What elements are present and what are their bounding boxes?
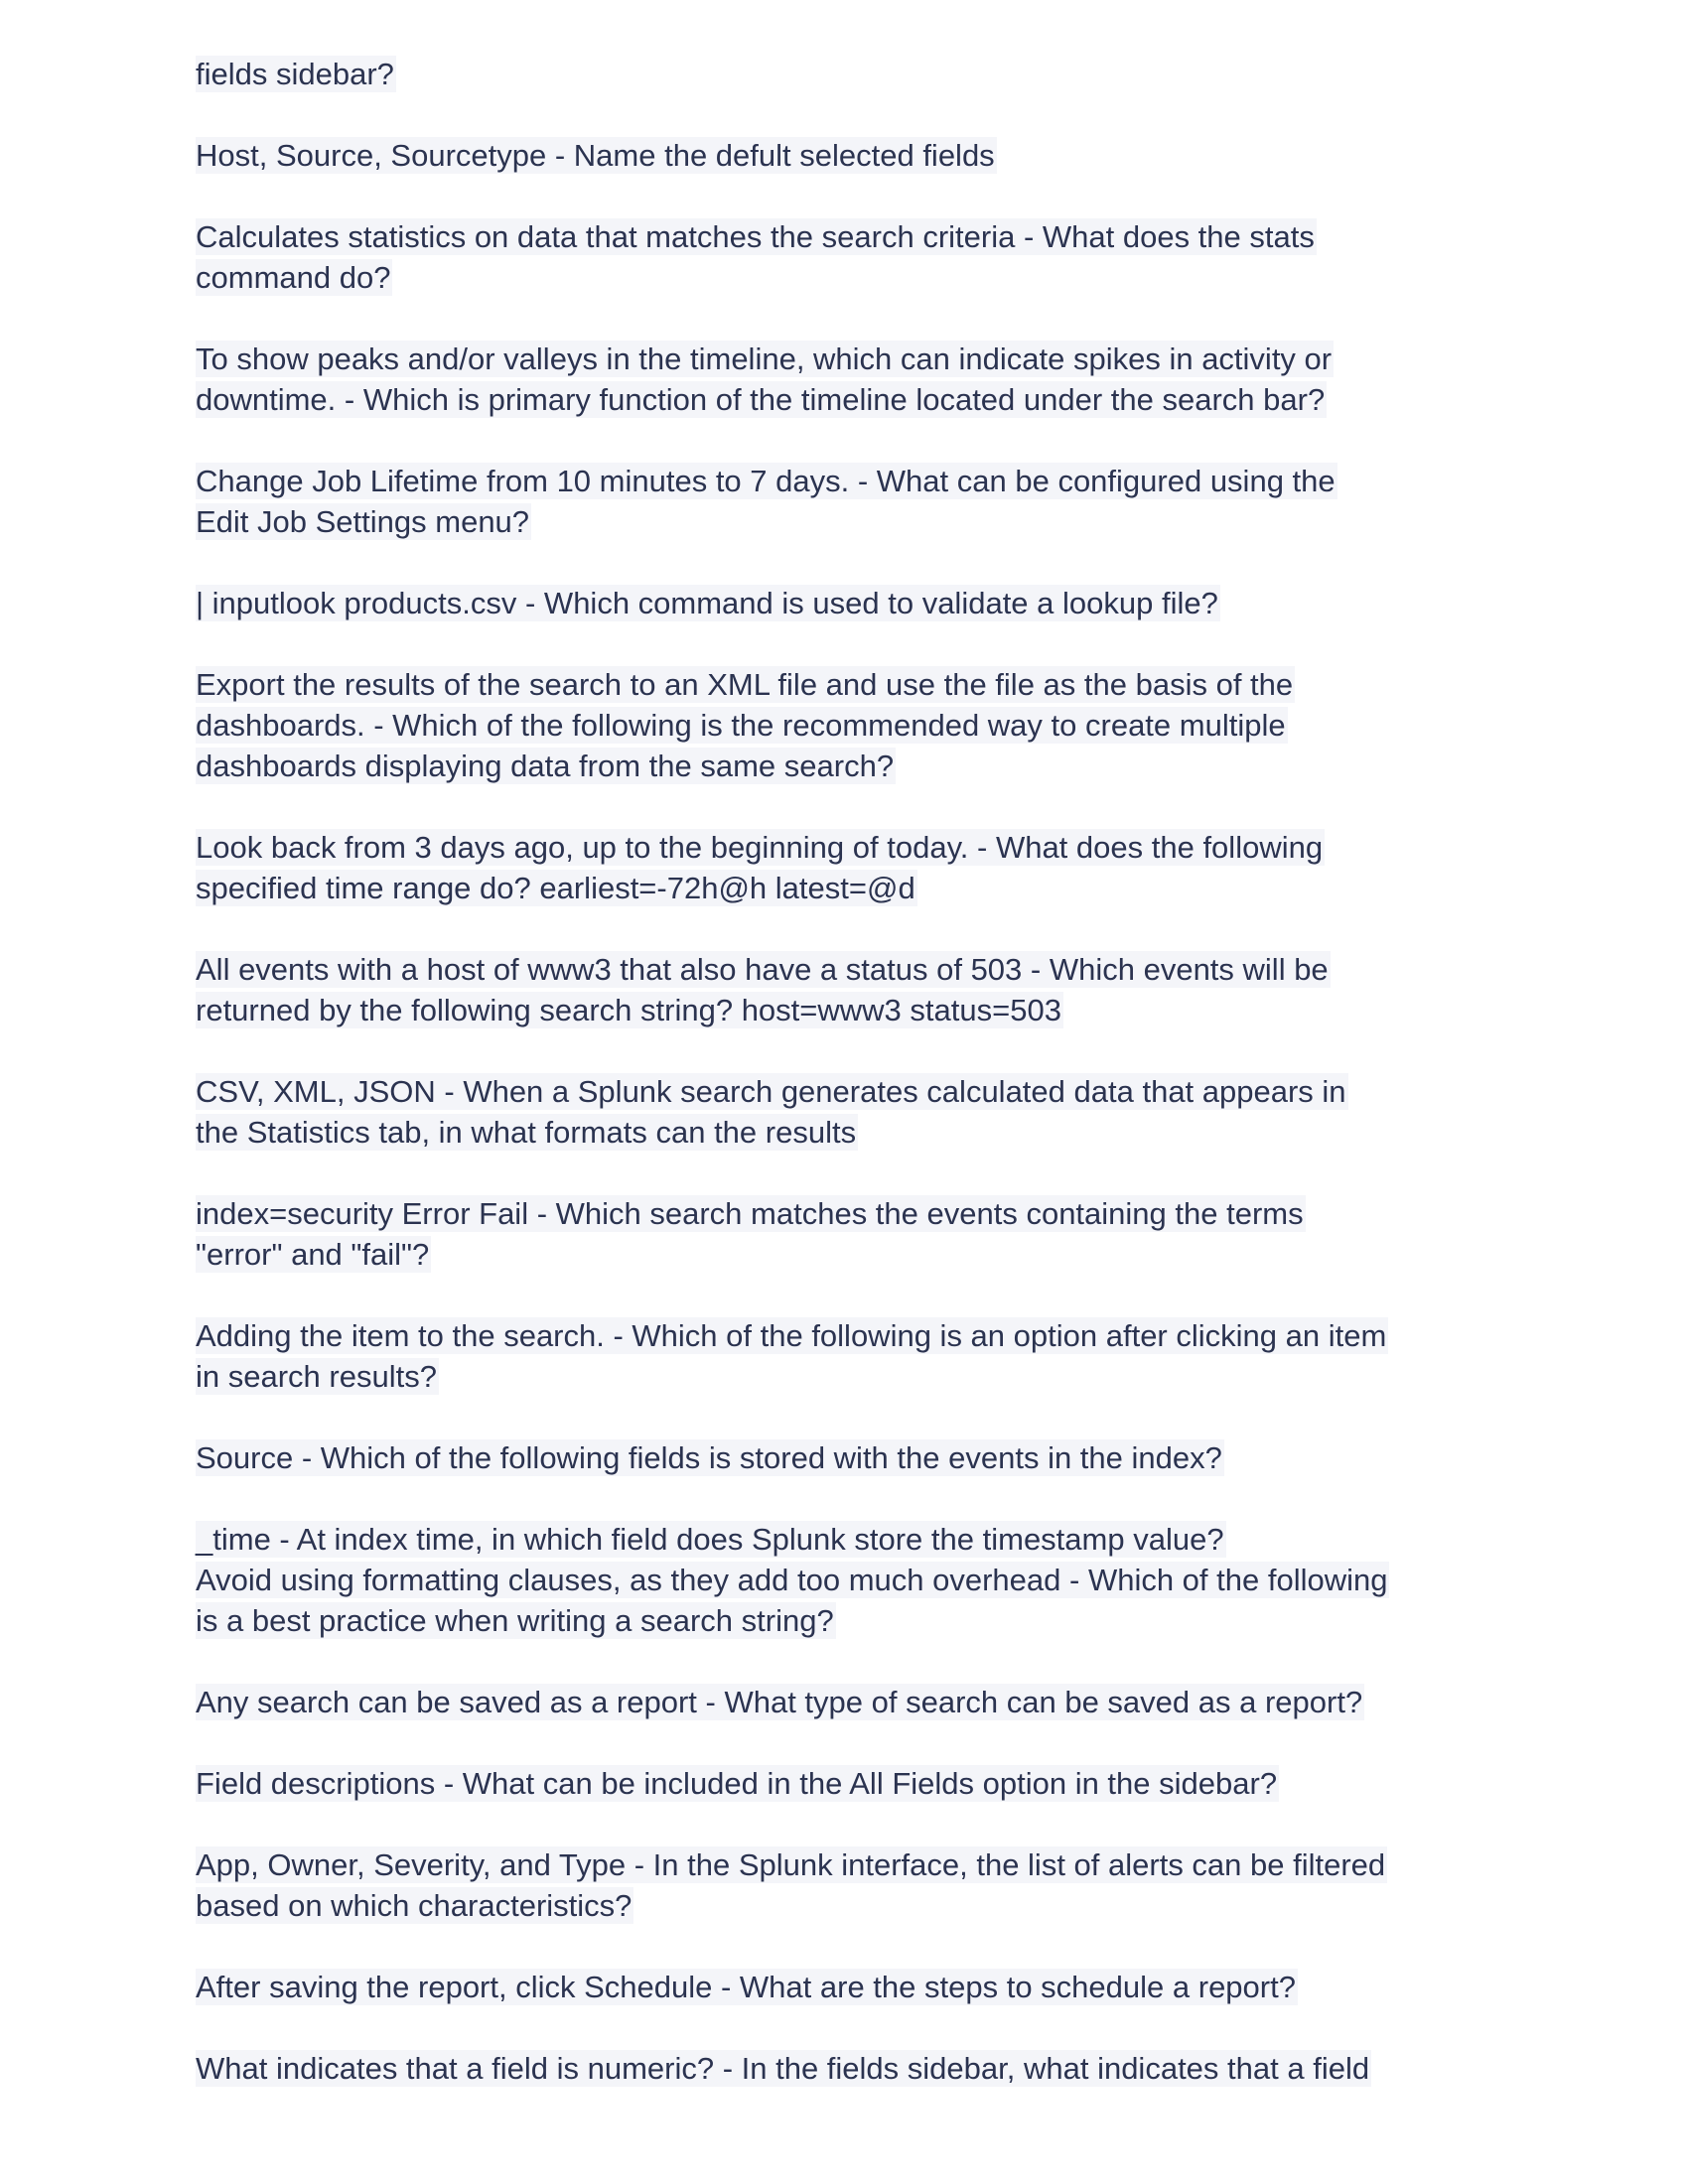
text-line-content: fields sidebar? — [196, 57, 394, 91]
text-line-content: Adding the item to the search. - Which of the following is an option after clicking an item — [196, 1318, 1387, 1353]
text-line-content: Source - Which of the following fields is stored with the events in the index? — [196, 1440, 1222, 1475]
text-line — [196, 1112, 1506, 1153]
text-line — [196, 746, 1506, 786]
text-line-content: the Statistics tab, in what formats can the results — [196, 1115, 857, 1150]
text-line — [196, 1193, 1506, 1234]
text-line-content: Avoid using formatting clauses, as they add too much overhead - Which of the following — [196, 1563, 1388, 1597]
flashcard-paragraph — [196, 827, 1506, 908]
flashcard-paragraph — [196, 1967, 1506, 2007]
text-line-content: based on which characteristics? — [196, 1888, 633, 1923]
text-line — [196, 1234, 1506, 1275]
text-line — [196, 1560, 1506, 1600]
text-line — [196, 1682, 1506, 1722]
text-line — [196, 257, 1506, 298]
flashcard-paragraph — [196, 1071, 1506, 1153]
text-line-content: Change Job Lifetime from 10 minutes to 7 days. - What can be configured using the — [196, 464, 1336, 498]
text-line — [196, 135, 1506, 176]
flashcard-paragraph — [196, 1763, 1506, 1804]
text-line — [196, 1967, 1506, 2007]
text-line — [196, 1844, 1506, 1885]
text-line-content: | inputlook products.csv - Which command is used to validate a lookup file? — [196, 586, 1218, 620]
text-line-content: All events with a host of www3 that also have a status of 503 - Which events will be — [196, 952, 1329, 987]
text-line-content: dashboards displaying data from the same search? — [196, 749, 895, 783]
document-page — [196, 54, 1506, 2129]
flashcard-paragraph — [196, 664, 1506, 786]
text-line-content: downtime. - Which is primary function of the timeline located under the search bar? — [196, 382, 1326, 417]
flashcard-paragraph — [196, 1519, 1506, 1560]
text-line — [196, 379, 1506, 420]
text-line — [196, 583, 1506, 623]
text-line-content: returned by the following search string? host=www3 status=503 — [196, 993, 1061, 1027]
text-line-content: in search results? — [196, 1359, 437, 1394]
text-line-content: To show peaks and/or valleys in the timeline, which can indicate spikes in activity or — [196, 341, 1333, 376]
flashcard-paragraph — [196, 1560, 1506, 1641]
flashcard-paragraph — [196, 461, 1506, 542]
flashcard-paragraph — [196, 1437, 1506, 1478]
text-line-content: Calculates statistics on data that matches the search criteria - What does the stats — [196, 219, 1315, 254]
text-line — [196, 339, 1506, 379]
text-line — [196, 827, 1506, 868]
text-line-content: is a best practice when writing a search string? — [196, 1603, 834, 1638]
text-line-content: Export the results of the search to an XML file and use the file as the basis of the — [196, 667, 1294, 702]
flashcard-paragraph — [196, 216, 1506, 298]
flashcard-paragraph — [196, 339, 1506, 420]
text-line-content: "error" and "fail"? — [196, 1237, 430, 1272]
text-line — [196, 1315, 1506, 1356]
text-line — [196, 1885, 1506, 1926]
text-line-content: index=security Error Fail - Which search matches the events containing the terms — [196, 1196, 1304, 1231]
flashcard-paragraph — [196, 2048, 1506, 2089]
text-line-content: command do? — [196, 260, 391, 295]
text-line-content: Look back from 3 days ago, up to the beginning of today. - What does the following — [196, 830, 1324, 865]
text-line — [196, 705, 1506, 746]
text-line — [196, 1356, 1506, 1397]
text-line — [196, 1519, 1506, 1560]
flashcard-paragraph — [196, 1193, 1506, 1275]
text-line — [196, 216, 1506, 257]
text-line — [196, 2048, 1506, 2089]
text-line — [196, 664, 1506, 705]
text-line-content: _time - At index time, in which field does Splunk store the timestamp value? — [196, 1522, 1224, 1557]
flashcard-paragraph — [196, 1315, 1506, 1397]
flashcard-paragraph — [196, 583, 1506, 623]
text-line-content: After saving the report, click Schedule - What are the steps to schedule a report? — [196, 1970, 1296, 2004]
text-line — [196, 1071, 1506, 1112]
flashcard-paragraph — [196, 1682, 1506, 1722]
text-line-content: Field descriptions - What can be included in the All Fields option in the sidebar? — [196, 1766, 1278, 1801]
text-line — [196, 461, 1506, 501]
text-line — [196, 990, 1506, 1030]
flashcard-paragraph — [196, 1844, 1506, 1926]
text-line-content: Host, Source, Sourcetype - Name the defult selected fields — [196, 138, 995, 173]
text-line — [196, 1600, 1506, 1641]
text-line-content: CSV, XML, JSON - When a Splunk search generates calculated data that appears in — [196, 1074, 1346, 1109]
text-line-content: Any search can be saved as a report - What type of search can be saved as a report? — [196, 1685, 1363, 1719]
text-line — [196, 54, 1506, 94]
text-line-content: specified time range do? earliest=-72h@h latest=@d — [196, 871, 915, 905]
flashcard-paragraph — [196, 54, 1506, 94]
text-line — [196, 868, 1506, 908]
text-line-content: What indicates that a field is numeric? - In the fields sidebar, what indicates that a field — [196, 2051, 1370, 2086]
text-line-content: App, Owner, Severity, and Type - In the Splunk interface, the list of alerts can be filtered — [196, 1847, 1386, 1882]
text-line — [196, 1437, 1506, 1478]
text-line — [196, 949, 1506, 990]
flashcard-paragraph — [196, 949, 1506, 1030]
text-line-content: Edit Job Settings menu? — [196, 504, 530, 539]
text-line — [196, 501, 1506, 542]
text-line — [196, 1763, 1506, 1804]
flashcard-paragraph — [196, 135, 1506, 176]
text-line-content: dashboards. - Which of the following is the recommended way to create multiple — [196, 708, 1286, 743]
